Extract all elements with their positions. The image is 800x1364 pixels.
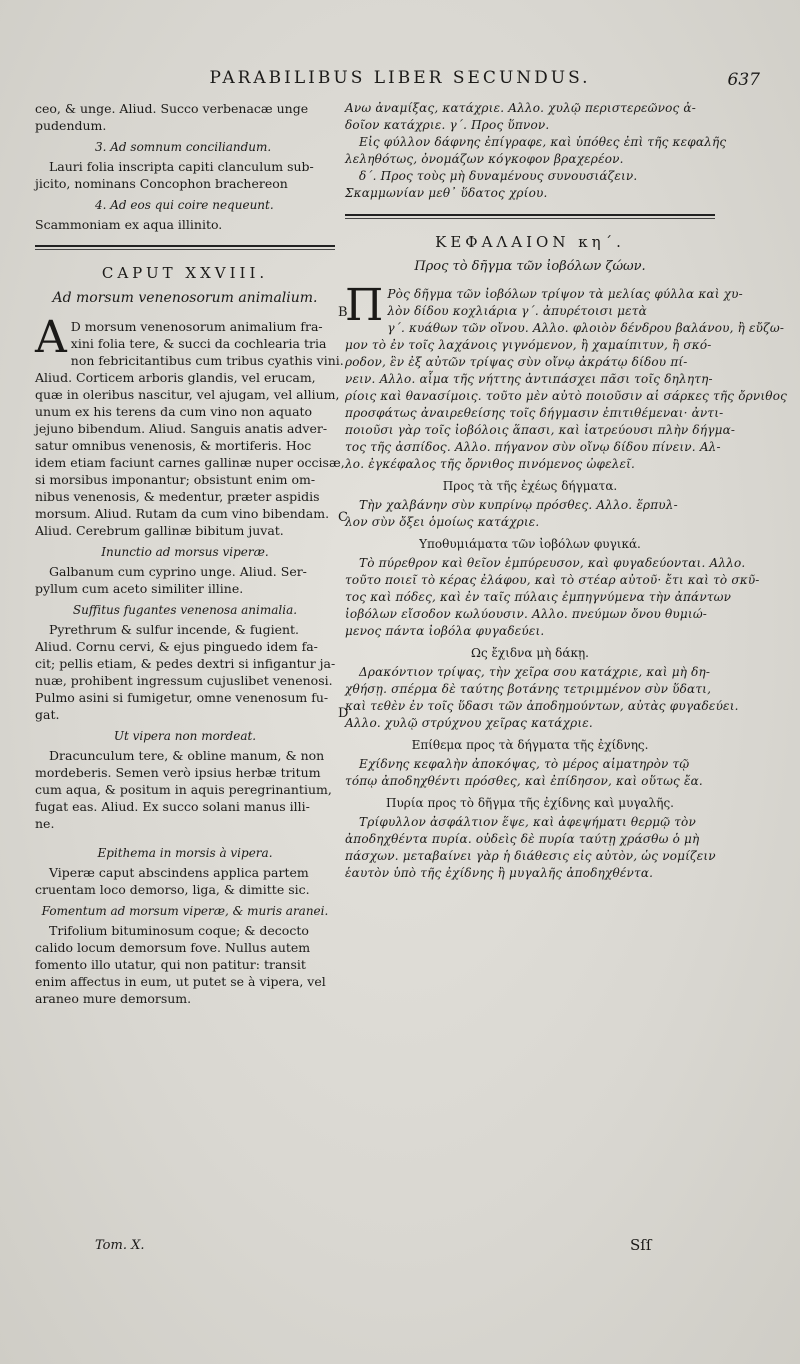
section-heading: Προς τὰ τῆς ἐχέως δήγματα. bbox=[442, 479, 618, 493]
text-line: Εχίδνης κεφαλὴν ἀποκόψας, τὸ μέρος αἱματηρὸν τῷ bbox=[359, 757, 690, 771]
text-line: ne. bbox=[35, 816, 55, 831]
text-line: ἑαυτὸν ὑπὸ τῆς ἐχίδνης ἢ μυγαλῆς ἀποδηχθέντα. bbox=[345, 866, 654, 880]
text-line: πάσχων. μεταβαίνει γὰρ ἡ διάθεσις εἰς αὐτὸν, ὡς νομίζειν bbox=[345, 849, 716, 863]
text-line: λον σὺν ὄξει ὁμοίως κατάχριε. bbox=[345, 515, 540, 529]
text-line: Τὴν χαλβάνην σὺν κυπρίνῳ πρόσθες. Αλλο. ἕρπυλ- bbox=[359, 498, 678, 512]
text-line: Aliud. Cornu cervi, & ejus pinguedo idem fa- bbox=[35, 639, 318, 654]
text-line: νειν. Αλλο. αἷμα τῆς νήττης ἀντιπάσχει πᾶσι τοῖς δηλητη- bbox=[345, 372, 713, 386]
text-line: calido locum demorsum fove. Nullus autem bbox=[35, 940, 311, 955]
text-line: nibus venenosis, & medentur, præter aspidis bbox=[35, 489, 320, 504]
text-line: morsum. Aliud. Rutam da cum vino bibendam. bbox=[35, 506, 330, 521]
text-line: cum aqua, & positum in aquis peregrinantium, bbox=[35, 782, 332, 797]
gathering-signature: Sſſ bbox=[630, 1236, 652, 1254]
margin-letter-c: C bbox=[338, 510, 348, 525]
section-heading: Epithema in morsis à vipera. bbox=[97, 846, 273, 860]
text-line: τος καὶ πόδες, καὶ ἐν ταῖς πύλαις ἐμπηγνύμενα τὴν ἀπάντων bbox=[345, 590, 732, 604]
text-line: fugat eas. Aliud. Ex succo solani manus illi- bbox=[35, 799, 310, 814]
text-line: Pyrethrum & sulfur incende, & fugient. bbox=[49, 622, 300, 637]
section-heading: Inunctio ad morsus viperæ. bbox=[101, 545, 269, 559]
text-line: καὶ τεθὲν ἐν τοῖς ὕδασι τῶν ἀποδημούντων, αὐτὰς φυγαδεύει. bbox=[345, 699, 739, 713]
text-line: Εἰς φύλλον δάφνης ἐπίγραφε, καὶ ὑπόθες ἐπὶ τῆς κεφαλῆς bbox=[359, 135, 727, 149]
text-line: τος τῆς ἀσπίδος. Αλλο. πήγανον σὺν οἴνῳ δίδου πίνειν. Αλ- bbox=[345, 440, 721, 454]
text-line: si morsibus imponantur; obsistunt enim om- bbox=[35, 472, 316, 487]
text-line: τόπῳ ἀποδηχθέντι πρόσθες, καὶ ἐπίδησον, καὶ οὕτως ἔα. bbox=[345, 774, 703, 788]
section-heading: Πυρία προς τὸ δῆγμα τῆς ἐχίδνης καὶ μυγαλῆς. bbox=[386, 796, 674, 810]
divider bbox=[35, 249, 335, 250]
section-heading: 4. Ad eos qui coire nequeunt. bbox=[95, 198, 274, 212]
text-line: ροδον, ἓν ἐξ αὐτῶν τρίψας σὺν οἴνῳ ἀκράτῳ δίδου πί- bbox=[345, 355, 688, 369]
text-line: gat. bbox=[35, 707, 60, 722]
volume-signature: Tom. X. bbox=[95, 1238, 145, 1253]
text-line: Aliud. Corticem arboris glandis, vel erucam, bbox=[35, 370, 316, 385]
text-line: Τρίφυλλον ἀσφάλτιον ἕψε, καὶ ἀφεψήματι θερμῷ τὸν bbox=[359, 815, 696, 829]
text-line: unum ex his terens da cum vino non aquato bbox=[35, 404, 313, 419]
margin-letter-d: D bbox=[338, 706, 349, 721]
section-heading: 3. Ad somnum conciliandum. bbox=[95, 140, 272, 154]
divider bbox=[35, 245, 335, 247]
chapter-subtitle-greek: Προς τὸ δῆγμα τῶν ἰοβόλων ζώων. bbox=[414, 259, 646, 274]
text-line: pyllum cum aceto similiter illine. bbox=[35, 581, 244, 596]
text-line: δοῖον κατάχριε. γ΄. Προς ὕπνον. bbox=[345, 118, 550, 132]
text-line: ρίοις καὶ θανασίμοις. τοῦτο μὲν αὐτὸ ποιοῦσιν αἱ σάρκες τῆς ὄρνιθος bbox=[345, 389, 788, 403]
chapter-body bbox=[35, 312, 345, 539]
text-line: D morsum venenosorum animalium fra- bbox=[70, 319, 323, 334]
text-line: Pulmo asini si fumigetur, omne venenosum fu- bbox=[35, 690, 329, 705]
drop-cap-greek: Π bbox=[345, 280, 384, 331]
section-heading: Υποθυμιάματα τῶν ἰοβόλων φυγικά. bbox=[419, 537, 641, 551]
text-line: Ανω ἀναμίξας, κατάχριε. Αλλο. χυλῷ περιστερεῶνος ἀ- bbox=[345, 101, 696, 115]
section-heading: Suffitus fugantes venenosa animalia. bbox=[72, 603, 298, 617]
text-line: δ΄. Προς τοὺς μὴ δυναμένους συνουσιάζειν. bbox=[359, 169, 638, 183]
text-line: quæ in oleribus nascitur, vel ajugam, vel allium, bbox=[35, 387, 340, 402]
text-line: araneo mure demorsum. bbox=[35, 991, 192, 1006]
text-line: Σκαμμωνίαν μεθ᾽ ὕδατος χρίου. bbox=[345, 186, 548, 200]
text-line: λὸν δίδου κοχλιάρια γ΄. ἀπυρέτοισι μετὰ bbox=[387, 304, 647, 318]
divider bbox=[345, 218, 715, 219]
text-line: Lauri folia inscripta capiti clanculum sub- bbox=[49, 159, 314, 174]
divider bbox=[345, 214, 715, 216]
text-line: xini folia tere, & succi da cochlearia tria bbox=[70, 336, 327, 351]
greek-column bbox=[345, 100, 788, 882]
section-heading: Επίθεμα προς τὰ δήγματα τῆς ἐχίδνης. bbox=[411, 738, 649, 752]
text-line: Viperæ caput abscindens applica partem bbox=[49, 865, 309, 880]
text-line: cruentam loco demorso, liga, & dimitte sic. bbox=[35, 882, 310, 897]
text-line: μον τὸ ἐν τοῖς λαχάνοις γιγνόμενον, ἢ χαμαίπιτυν, ἢ σκό- bbox=[345, 338, 712, 352]
text-line: Τὸ πύρεθρον καὶ θεῖον ἐμπύρευσον, καὶ φυγαδεύονται. Αλλο. bbox=[359, 556, 746, 570]
drop-cap: A bbox=[35, 312, 67, 363]
text-line: μενος πάντα ἰοβόλα φυγαδεύει. bbox=[345, 624, 545, 638]
text-line: Dracunculum tere, & obline manum, & non bbox=[49, 748, 325, 763]
section-heading: Ut vipera non mordeat. bbox=[113, 729, 257, 743]
text-line: mordeberis. Semen verò ipsius herbæ tritum bbox=[35, 765, 321, 780]
greek-chapter-body bbox=[345, 280, 788, 473]
chapter-title-greek: ΚΕΦΑΛΑΙΟΝ κη΄. bbox=[435, 233, 625, 251]
text-line: fomento illo utatur, qui non patitur: transit bbox=[35, 957, 306, 972]
latin-top-block bbox=[35, 100, 335, 233]
text-line: jejuno bibendum. Aliud. Sanguis anatis adver- bbox=[35, 421, 328, 436]
margin-letter-b: B bbox=[338, 305, 348, 320]
text-line: τοῦτο ποιεῖ τὸ κέρας ἐλάφου, καὶ τὸ στέαρ αὐτοῦ· ἔτι καὶ τὸ σκῦ- bbox=[345, 573, 760, 587]
text-line: enim affectus in eum, ut putet se à vipera, vel bbox=[35, 974, 326, 989]
text-line: λο. ἐγκέφαλος τῆς ὄρνιθος πινόμενος ὠφελεῖ. bbox=[345, 457, 636, 471]
text-line: χθήσῃ. σπέρμα δὲ ταύτης βοτάνης τετριμμένον σὺν ὕδατι, bbox=[345, 682, 712, 696]
text-line: ceo, & unge. Aliud. Succo verbenacæ unge bbox=[35, 101, 309, 116]
greek-top-block bbox=[345, 100, 727, 202]
text-line: Αλλο. χυλῷ στρύχνου χεῖρας κατάχριε. bbox=[345, 716, 593, 730]
text-line: satur omnibus venenosis, & mortiferis. Hoc bbox=[35, 438, 312, 453]
running-title: PARABILIBUS LIBER SECUNDUS. bbox=[209, 68, 591, 88]
text-line: Aliud. Cerebrum gallinæ bibitum juvat. bbox=[35, 523, 284, 538]
text-line: Δρακόντιον τρίψας, τὴν χεῖρα σου κατάχριε, καὶ μὴ δη- bbox=[359, 665, 711, 679]
text-line: Galbanum cum cyprino unge. Aliud. Ser- bbox=[49, 564, 307, 579]
latin-column bbox=[35, 100, 345, 1007]
section-heading: Ως ἔχιδνα μὴ δάκῃ. bbox=[471, 646, 589, 660]
text-line: Ρὸς δῆγμα τῶν ἰοβόλων τρίψον τὰ μελίας φύλλα καὶ χυ- bbox=[387, 287, 743, 301]
page-number: 637 bbox=[727, 70, 760, 90]
text-line: ἀποδηχθέντα πυρία. οὐδεὶς δὲ πυρία ταύτῃ χράσθω ὁ μὴ bbox=[345, 832, 700, 846]
text-line: λεληθότως, ὀνομάζων κόγκοφον βραχερέον. bbox=[345, 152, 624, 166]
text-line: ἰοβόλων εἴσοδον κωλύουσιν. Αλλο. πνεύμων ὄνου θυμιώ- bbox=[345, 607, 708, 621]
text-line: idem etiam faciunt carnes gallinæ nuper occisæ, bbox=[35, 455, 345, 470]
text-line: Trifolium bituminosum coque; & decocto bbox=[49, 923, 309, 938]
text-line: προσφάτως ἀναιρεθείσης τοῖς δήγμασιν ἐπιτιθέμεναι· ἀντι- bbox=[345, 406, 724, 420]
text-line: pudendum. bbox=[35, 118, 107, 133]
chapter-subtitle: Ad morsum venenosorum animalium. bbox=[52, 290, 318, 306]
text-line: jicito, nominans Concophon brachereon bbox=[35, 176, 288, 191]
text-line: γ΄. κυάθων τῶν οἴνου. Αλλο. φλοιὸν δένδρου βαλάνου, ἢ εὔζω- bbox=[387, 321, 785, 335]
chapter-title: CAPUT XXVIII. bbox=[101, 264, 269, 282]
text-line: non febricitantibus cum tribus cyathis vini. bbox=[70, 353, 344, 368]
section-heading: Fomentum ad morsum viperæ, & muris aranei. bbox=[41, 904, 329, 918]
text-line: ποιοῦσι γὰρ τοῖς ἰοβόλοις ἅπασι, καὶ ἰατρεύουσι πλὴν δήγμα- bbox=[345, 423, 736, 437]
text-line: Scammoniam ex aqua illinito. bbox=[35, 217, 223, 232]
text-line: cit; pellis etiam, & pedes dextri si infigantur ja- bbox=[35, 656, 336, 671]
text-line: nuæ, prohibent ingressum cujuslibet venenosi. bbox=[35, 673, 333, 688]
